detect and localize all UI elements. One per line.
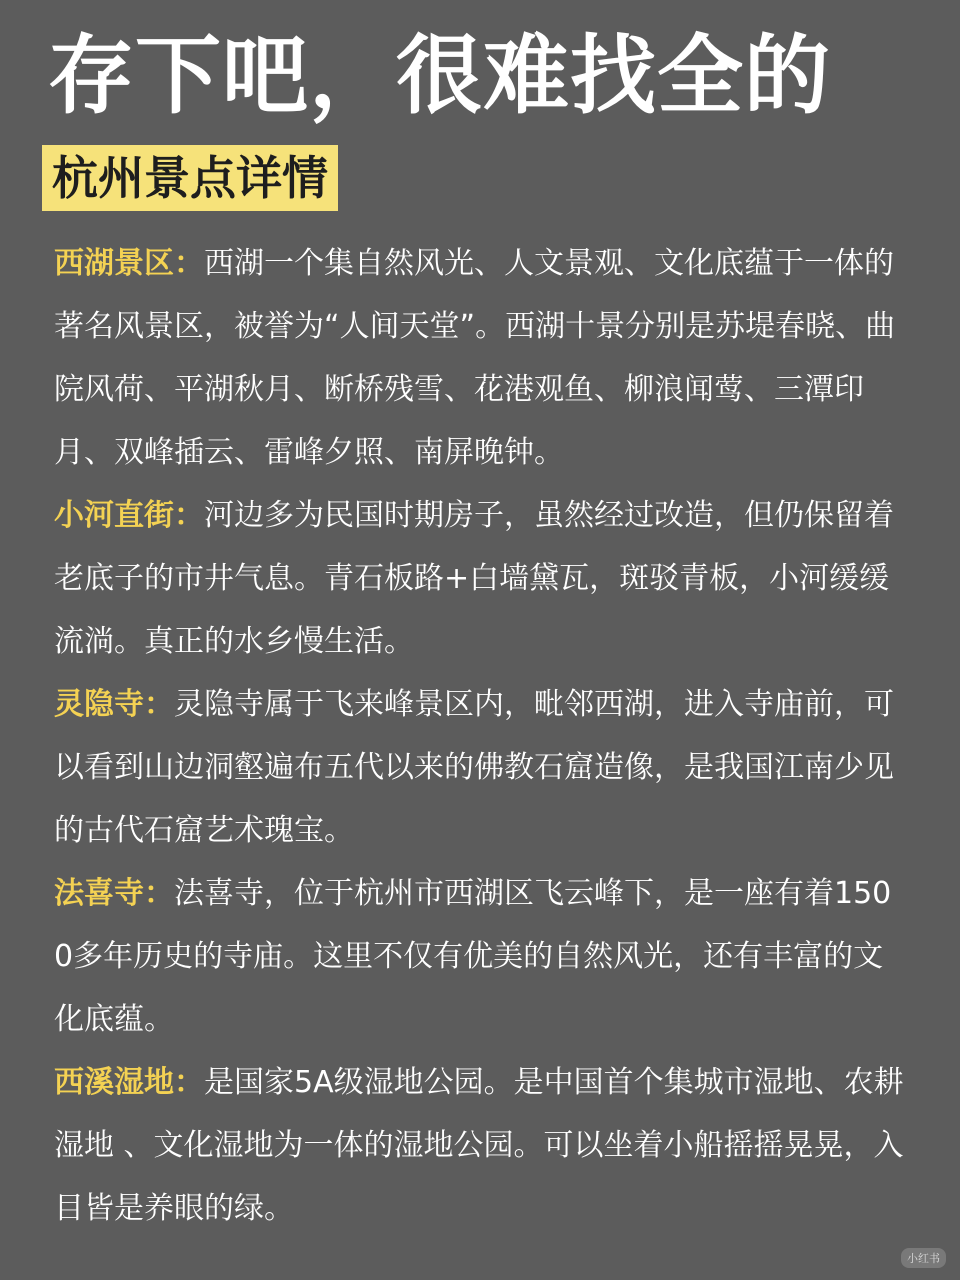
entry-term: 西湖景区： [54,246,204,281]
entry-lingyin-temple [54,673,906,862]
entry-term: 法喜寺： [54,876,174,911]
entry-text: 法喜寺，位于杭州市西湖区飞云峰下，是一座有着1500多年历史的寺庙。这里不仅有优美的自然风光，还有丰富的文化底蕴。 [54,876,892,1037]
watermark-logo: 小红书 [901,1248,946,1268]
entry-west-lake [54,232,906,484]
entry-text: 是国家5A级湿地公园。是中国首个集城市湿地、农耕湿地 、文化湿地为一体的湿地公园。可以坐着小船摇摇晃晃，入目皆是养眼的绿。 [54,1065,904,1226]
attraction-list [54,232,906,1240]
entry-term: 灵隐寺： [54,687,174,722]
entry-text: 河边多为民国时期房子，虽然经过改造，但仍保留着老底子的市井气息。青石板路+白墙黛瓦，斑驳青板，小河缓缓流淌。真正的水乡慢生活。 [54,498,894,659]
entry-term: 小河直街： [54,498,204,533]
entry-text: 西湖一个集自然风光、人文景观、文化底蕴于一体的著名风景区，被誉为“人间天堂”。西湖十景分别是苏堤春晓、曲院风荷、平湖秋月、断桥残雪、花港观鱼、柳浪闻莺、三潭印月、双峰插云、雷峰夕照、南屏晚钟。 [54,246,896,470]
subtitle-highlight: 杭州景点详情 [42,145,338,211]
entry-xixi-wetland [54,1051,906,1240]
entry-xiaohe-street [54,484,906,673]
headline: 存下吧，很难找全的 [48,26,831,126]
entry-text: 灵隐寺属于飞来峰景区内，毗邻西湖，进入寺庙前，可以看到山边洞壑遍布五代以来的佛教石窟造像，是我国江南少见的古代石窟艺术瑰宝。 [54,687,894,848]
entry-faxi-temple [54,862,906,1051]
entry-term: 西溪湿地： [54,1065,204,1100]
